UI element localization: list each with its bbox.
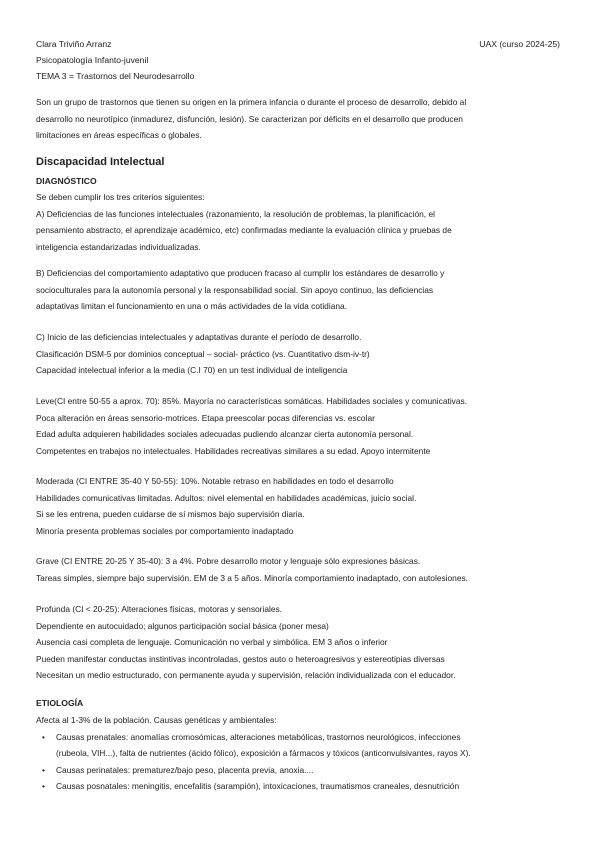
text-line: • Causas perinatales: prematurez/bajo peso, placenta previa, anoxia.... — [56, 764, 314, 775]
criteria-b — [36, 265, 566, 315]
text-line: • Causas prenatales: anomalías cromosómicas, alteraciones metabólicas, trastornos neurológicos, infecciones — [56, 731, 461, 742]
text-line: Se deben cumplir los tres criterios siguientes: — [36, 192, 205, 202]
subsection-heading-diagnostico: DIAGNÓSTICO — [36, 176, 97, 186]
list-item — [36, 778, 566, 795]
level-profunda — [36, 601, 566, 684]
text-line: Poca alteración en áreas sensorio-motrices. Etapa preescolar pocas diferencias vs. escolar — [36, 412, 375, 423]
text-line: Ausencia casi completa de lenguaje. Comunicación no verbal y simbólica. EM 3 años o inferior — [36, 637, 388, 647]
text-line: pensamiento abstracto, el aprendizaje académico, etc) confirmadas mediante la evaluación clínica y pruebas de — [36, 225, 452, 235]
list-item — [36, 762, 566, 779]
level-leve — [36, 393, 566, 459]
text-line: Habilidades comunicativas limitadas. Adultos: nivel elemental en habilidades académicas, juicio social. — [36, 492, 417, 503]
text-line: Pueden manifestar conductas instintivas incontroladas, gestos auto o heteroagresivos y estereotipias diversas — [36, 653, 445, 664]
text-line: • Causas posnatales: meningitis, encefalitis (sarampión), intoxicaciones, traumatismos craneales, desnutrición — [56, 781, 460, 791]
text-line: Si se les entrena, pueden cuidarse de sí mismos bajo supervisión diaria. — [36, 509, 305, 519]
text-line: inteligencia estandarizadas individualizadas. — [36, 241, 201, 252]
level-moderada — [36, 473, 566, 539]
course-label: UAX (curso 2024-25) — [479, 39, 560, 49]
subsection-heading-etiologia: ETIOLOGÍA — [36, 698, 84, 708]
text-line: B) Deficiencias del comportamiento adaptativo que producen fracaso al cumplir los estándares de desarrollo y — [36, 268, 445, 278]
text-line: Competentes en trabajos no intelectuales. Habilidades recreativas similares a su edad. Apoyo intermitente — [36, 445, 431, 456]
text-line: A) Deficiencias de las funciones intelectuales (razonamiento, la resolución de problemas, la planificación, el — [36, 208, 435, 219]
text-line: Leve(CI entre 50-55 a aprox. 70): 85%. Mayoría no características somáticas. Habilidades sociales y comunicativas. — [36, 396, 468, 406]
section-heading: Discapacidad Intelectual — [36, 156, 165, 168]
text-line: Afecta al 1-3% de la población. Causas genéticas y ambientales: — [36, 715, 277, 725]
criteria-a — [36, 189, 566, 255]
text-line: Grave (CI ENTRE 20-25 Y 35-40): 3 a 4%. Pobre desarrollo motor y lenguaje sólo expresiones básicas. — [36, 556, 421, 566]
text-line: Moderada (CI ENTRE 35-40 Y 50-55): 10%. Notable retraso en habilidades en todo el desarrollo — [36, 476, 394, 486]
topic-title: TEMA 3 = Trastornos del Neurodesarrollo — [36, 71, 195, 81]
text-line: adaptativas limitan el funcionamiento en una o más actividades de la vida cotidiana. — [36, 301, 347, 311]
list-item — [36, 729, 566, 762]
etiology-list — [36, 729, 566, 795]
criteria-c — [36, 329, 566, 379]
text-line: desarrollo no neurotípico (inmadurez, disfunción, lesión). Se caracterizan por déficits en el desarrollo que producen — [36, 113, 463, 124]
level-grave — [36, 553, 566, 586]
text-line: (rubeola, VIH...), falta de nutrientes (ácido fólico), exposición a fármacos y tóxicos (anticonvulsivantes, rayos X). — [56, 748, 471, 758]
document-header — [36, 36, 194, 84]
text-line: Son un grupo de trastornos que tienen su origen en la primera infancia o durante el proceso de desarrollo, debido al — [36, 97, 467, 107]
text-line: Edad adulta adquieren habilidades sociales adecuadas pudiendo alcanzar cierta autonomía personal. — [36, 429, 414, 439]
subject-name: Psicopatología Infanto-juvenil — [36, 55, 149, 65]
text-line: socioculturales para la autonomía personal y la responsabilidad social. Sin apoyo continuo, las deficiencias — [36, 284, 434, 295]
text-line: C) Inicio de las deficiencias intelectuales y adaptativas durante el período de desarrollo. — [36, 332, 362, 342]
etiology-section — [36, 712, 566, 795]
text-line: Dependiente en autocuidado; algunos participación social básica (poner mesa) — [36, 620, 329, 631]
text-line: Tareas simples, siempre bajo supervisión. EM de 3 a 5 años. Minoría comportamiento inadaptado, con autolesiones. — [36, 572, 469, 583]
text-line: limitaciones en áreas específicas o globales. — [36, 130, 202, 140]
text-line: Capacidad intelectual inferior a la media (C.I 70) en un test individual de inteligencia — [36, 365, 348, 375]
text-line: Minoría presenta problemas sociales por comportamiento inadaptado — [36, 525, 294, 536]
text-line: Profunda (CI < 20-25): Alteraciones físicas, motoras y sensoriales. — [36, 604, 283, 614]
intro-paragraph — [36, 94, 566, 144]
text-line: Clasificación DSM-5 por dominios conceptual – social- práctico (vs. Cuantitativo dsm-iv-tr) — [36, 348, 370, 359]
author-name: Clara Triviño Arranz — [36, 39, 112, 49]
text-line: Necesitan un medio estructurado, con permanente ayuda y supervisión, relación individualizada con el educador. — [36, 670, 456, 680]
